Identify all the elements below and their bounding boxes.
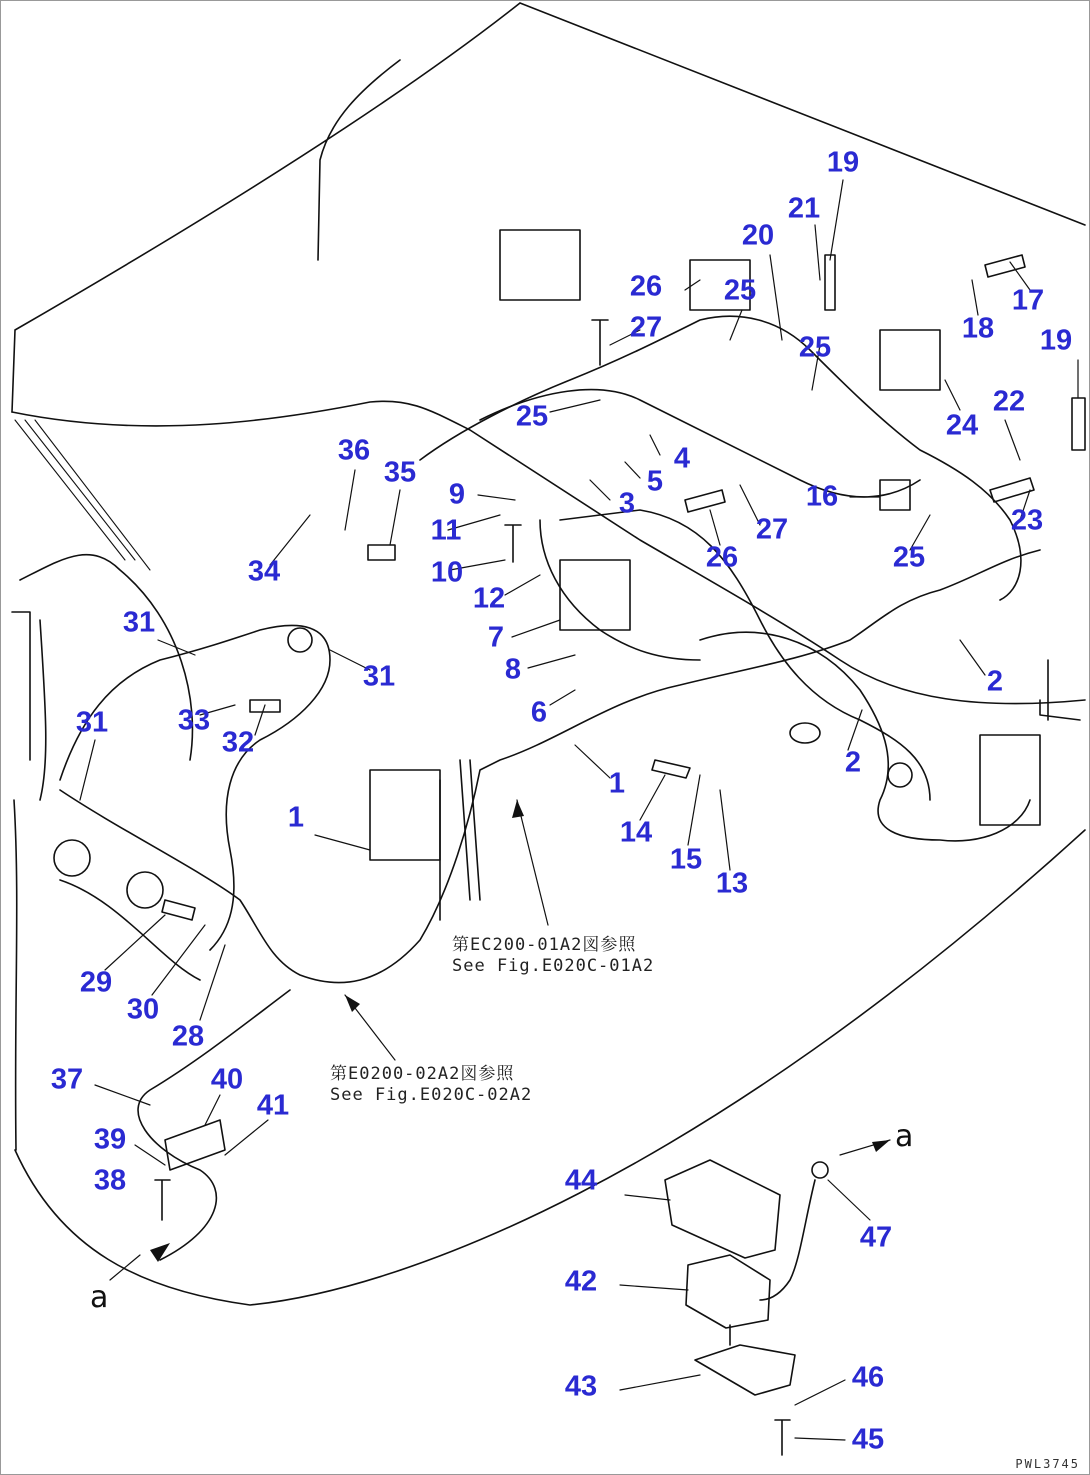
callout-35[interactable]: 35 [383,456,417,489]
callout-2-mid[interactable]: 2 [844,746,862,779]
callout-3[interactable]: 3 [618,487,636,520]
reference-english: See Fig.E020C-01A2 [452,956,655,976]
callout-11[interactable]: 11 [430,514,462,547]
bracket-19b [1072,398,1085,450]
lower-harness [138,990,290,1260]
callout-23[interactable]: 23 [1010,504,1044,537]
callout-40[interactable]: 40 [210,1063,244,1096]
figure-reference-ec200-01a2 [452,935,654,977]
callout-17[interactable]: 17 [1011,284,1045,317]
callout-31-left[interactable]: 31 [75,706,109,739]
left-pillar [12,612,46,1150]
bolt-10 [505,525,521,562]
callout-27[interactable]: 27 [629,311,663,344]
callout-29[interactable]: 29 [79,966,113,999]
callout-9[interactable]: 9 [448,478,466,511]
bolt-14 [652,760,690,778]
connector-right [790,723,820,743]
callout-26[interactable]: 26 [629,270,663,303]
figure-reference-e0200-02a2 [330,1064,532,1106]
hatched-edge [15,420,150,570]
callout-31-top[interactable]: 31 [122,606,156,639]
callout-27-mid[interactable]: 27 [755,513,789,546]
callout-30[interactable]: 30 [126,993,160,1026]
connector-right-2 [888,763,912,787]
callout-32[interactable]: 32 [221,726,255,759]
bolt-29 [162,900,195,920]
callout-44[interactable]: 44 [564,1164,598,1197]
speaker-left [288,628,312,652]
callout-45[interactable]: 45 [851,1423,885,1456]
callout-19-right[interactable]: 19 [1039,324,1073,357]
callout-37[interactable]: 37 [50,1063,84,1096]
reference-japanese: 第EC200-01A2図参照 [452,935,637,955]
callout-36[interactable]: 36 [337,434,371,467]
bolt-38 [155,1180,170,1220]
ref-arrow-head-1 [512,800,524,818]
bracket-top-left [500,230,580,300]
reference-japanese: 第E0200-02A2図参照 [330,1064,515,1084]
lamp-left-1 [54,840,90,876]
callout-2-right[interactable]: 2 [986,665,1004,698]
lamp-cover-44 [665,1160,780,1258]
callout-13[interactable]: 13 [715,867,749,900]
callout-38[interactable]: 38 [93,1164,127,1197]
bolt-45 [775,1420,790,1455]
reference-english: See Fig.E020C-02A2 [330,1085,533,1105]
callout-16[interactable]: 16 [805,480,839,513]
callout-47[interactable]: 47 [859,1221,893,1254]
callout-1-right[interactable]: 1 [608,767,626,800]
callout-20[interactable]: 20 [741,219,775,252]
relay-block-center [370,770,440,860]
callout-5[interactable]: 5 [646,465,664,498]
bracket-19a [825,255,835,310]
callout-26-mid[interactable]: 26 [705,541,739,574]
callout-12[interactable]: 12 [472,582,506,615]
callout-10[interactable]: 10 [430,556,464,589]
view-marker-a-left: a [90,1280,109,1315]
bolt-26b [685,490,725,512]
callout-42[interactable]: 42 [564,1265,598,1298]
callout-1-left[interactable]: 1 [287,801,305,834]
callout-14[interactable]: 14 [619,816,653,849]
callout-28[interactable]: 28 [171,1020,205,1053]
right-edge [1040,660,1080,720]
callout-43[interactable]: 43 [564,1370,598,1403]
drawing-code: PWL3745 [1015,1457,1080,1471]
grommet-47 [812,1162,828,1178]
callout-4[interactable]: 4 [673,442,691,475]
lamp-left-2 [127,872,163,908]
callout-6[interactable]: 6 [530,696,548,729]
callout-34[interactable]: 34 [247,555,281,588]
relay-block-upper [560,560,630,630]
callout-25-left[interactable]: 25 [515,400,549,433]
bolt-27a [592,320,608,365]
callout-41[interactable]: 41 [256,1089,290,1122]
callout-7[interactable]: 7 [487,621,505,654]
lamp-wire [760,1180,815,1300]
leader-lines [80,180,1078,1440]
callout-22[interactable]: 22 [992,385,1026,418]
harness-main-left [60,550,1040,983]
callout-25-mid[interactable]: 25 [798,331,832,364]
bolt-35 [368,545,395,560]
callout-19[interactable]: 19 [826,146,860,179]
callout-39[interactable]: 39 [93,1123,127,1156]
callout-24[interactable]: 24 [945,409,979,442]
callout-25-right[interactable]: 25 [892,541,926,574]
callout-25[interactable]: 25 [723,274,757,307]
callout-21[interactable]: 21 [787,192,821,225]
callout-18[interactable]: 18 [961,312,995,345]
view-marker-a-right: a [895,1119,914,1154]
callout-31-mid[interactable]: 31 [362,660,396,693]
callout-46[interactable]: 46 [851,1361,885,1394]
box-right [880,330,940,390]
controller-box-right [980,735,1040,825]
ref-arrow-head-2 [345,995,360,1012]
callout-15[interactable]: 15 [669,843,703,876]
bracket-43 [695,1345,795,1395]
bracket-41 [165,1120,225,1170]
callout-8[interactable]: 8 [504,653,522,686]
front-panel-outline [15,555,1085,1305]
callout-33[interactable]: 33 [177,704,211,737]
view-arrow-head-a-right [872,1140,890,1152]
lamp-42 [686,1255,770,1328]
harness-drop [440,760,480,920]
cab-roof-outline [12,3,1085,412]
